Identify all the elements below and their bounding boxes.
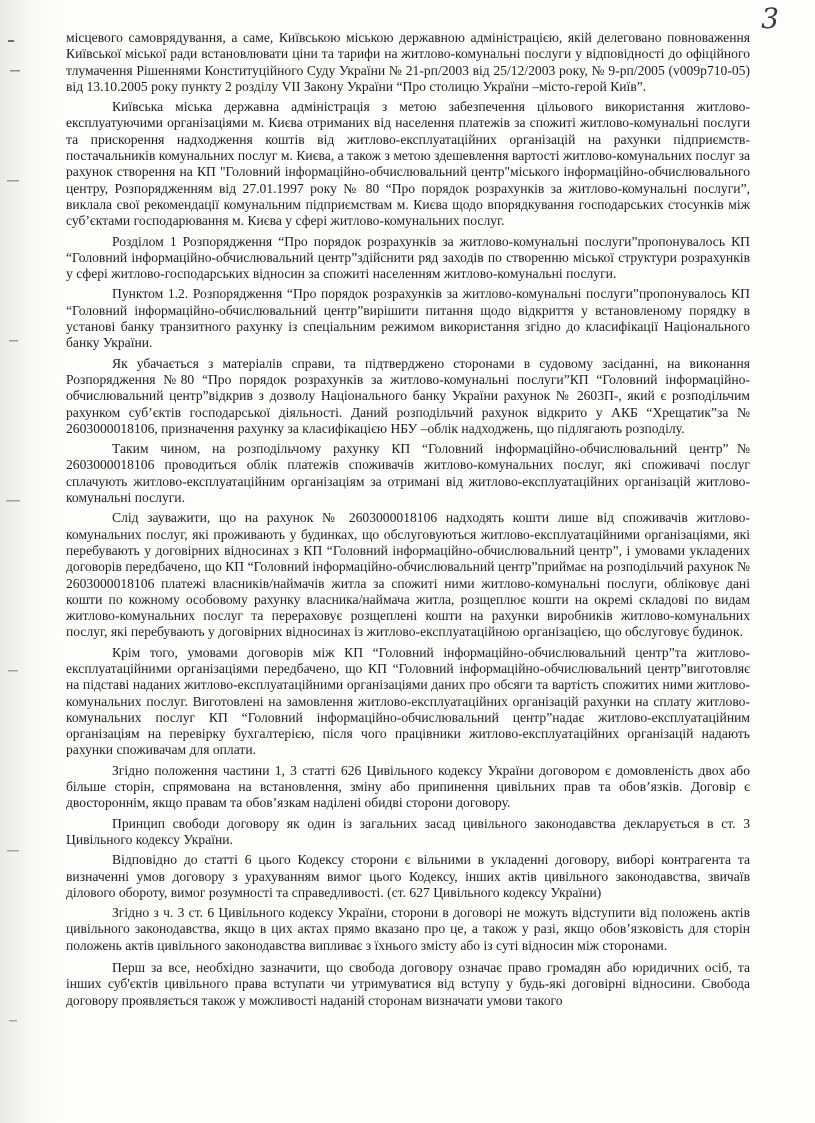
paragraph-2: Київська міська державна адміністрація з метою забезпечення цільового використання житлово-експлуатуючими організаціями м. Києва отриманих від населення платежів за спожиті житлово-комунальні послуги та прискорення надходження коштів від житлово-експлуатаційних організацій на рахунки підприємств-постачальників комунальних послуг м. Києва, а також з метою здешевлення вартості житлово-комунальних послуг за рахунок створення на КП "Головний інформаційно-обчислювальний центр"міського інформаційно-обчислювального центру, Розпорядженням від 27.01.1997 року № 80 “Про порядок розрахунків за житлово-комунальні послуги”, виклала свої рекомендації комунальним підприємствам м. Києва щодо впорядкування господарських стосунків між суб’єктами господарювання м. Києва у сфері житлово-комунальних послуг. xyxy=(66,99,750,229)
paragraph-3: Розділом 1 Розпорядження “Про порядок розрахунків за житлово-комунальні послуги”пропонувалось КП “Головний інформаційно-обчислювальний центр”здійснити ряд заходів по створенню міської структури розрахунків у сфері житлово-господарських відносин за спожиті населенням житлово-комунальні послуги. xyxy=(66,233,750,282)
paragraph-13: Перш за все, необхідно зазначити, що свобода договору означає право громадян або юридичних осіб, та інших суб'єктів цивільного права вступати чи утримуватися від вступу у будь-які договірні відносини. Свобода договору проявляється також у можливості наданій сторонам визначати умови такого xyxy=(66,960,750,1008)
paragraph-6: Таким чином, на розподільчому рахунку КП “Головний інформаційно-обчислювальний центр”№ 2603000018106 проводиться облік платежів споживачів житлово-комунальних послуг, які споживачі послуг сплачують житлово-експлуатаційним організаціям за отримані від житлово-експлуатаційних організацій житлово-комунальні послуги. xyxy=(66,441,750,506)
page-number: 3 xyxy=(761,2,779,35)
paragraph-11: Відповідно до статті 6 цього Кодексу сторони є вільними в укладенні договору, виборі контрагента та визначенні умов договору з урахуванням вимог цього Кодексу, інших актів цивільного законодавства, звичаїв ділового обороту, вимог розумності та справедливості. (ст. 627 Цивільного кодексу України) xyxy=(66,852,750,900)
paragraph-9: Згідно положення частини 1, 3 статті 626 Цивільного кодексу України договором є домовленість двох або більше сторін, спрямована на встановлення, зміну або припинення цивільних прав та обов’язків. Договір є двостороннім, якщо правам та обов’язкам наділені обидві сторони договору. xyxy=(66,762,750,811)
paragraph-12: Згідно з ч. 3 ст. 6 Цивільного кодексу України, сторони в договорі не можуть відступити від положень актів цивільного законодавства, якщо в цих актах прямо вказано про це, а також у разі, якщо обов’язковість для сторін положень актів цивільного законодавства випливає з їхнього змісту або із суті відносин між сторонами. xyxy=(66,905,750,953)
paragraph-5: Як убачається з матеріалів справи, та підтверджено сторонами в судовому засіданні, на виконання Розпорядження №80 “Про порядок розрахунків за житлово-комунальні послуги”КП “Головний інформаційно-обчислювальний центр”відкрив з дозволу Національного банку України рахунок № 2603П-, який є розподільчим рахунком суб’єктів господарської діяльності. Даний розподільчий рахунок відкрито у АКБ “Хрещатик”за № 2603000018106, призначення рахунку за класифікацією НБУ –облік надходжень, що підлягають розподілу. xyxy=(66,355,750,436)
margin-bleed-through xyxy=(4,30,38,1110)
paragraph-1: місцевого самоврядування, а саме, Київською міською державною адміністрацією, якій делеговано повноваження Київської міської ради встановлювати ціни та тарифи на житлово-комунальні послуги у відповідності до офіційного тлумачення Рішеннями Конституційного Суду України № 21-рп/2003 від 25/12/2003 року, № 9-рп/2005 (v009р710-05) від 13.10.2005 року пункту 2 розділу VII Закону України “Про столицю України –місто-герой Київ”. xyxy=(66,30,750,94)
document-body xyxy=(66,30,750,1013)
paragraph-7: Слід зауважити, що на рахунок № 2603000018106 надходять кошти лише від споживачів житлово-комунальних послуг, які проживають у будинках, що обслуговуються житлово-експлуатаційними організаціями, які перебувають у договірних відносинах з КП “Головний інформаційно-обчислювальний центр”, і умовами укладених договорів передбачено, що КП “Головний інформаційно-обчислювальний центр”приймає на розподільчий рахунок № 2603000018106 платежі власників/наймачів житла за спожиті ними житлово-комунальні послуги, обліковує дані кошти по кожному особовому рахунку власника/наймача житла, розщеплює кошти на окремі складові по видам житлово-комунальних послуг та перераховує розщеплені кошти на рахунки виробників житлово-комунальних послуг, які перебувають у договірних відносинах із житлово-експлуатаційною організацією, що обслуговує будинок. xyxy=(66,510,750,640)
paragraph-10: Принцип свободи договору як один із загальних засад цивільного законодавства декларується в ст. 3 Цивільного кодексу України. xyxy=(66,815,750,847)
paragraph-8: Крім того, умовами договорів між КП “Головний інформаційно-обчислювальний центр”та житлово-експлуатаційними організаціями передбачено, що КП “Головний інформаційно-обчислювальний центр”виготовляє на підставі наданих житлово-експлуатаційними організаціями даних про обсяги та вартість спожитих ними житлово-комунальних послуг. Виготовлені на замовлення житлово-експлуатаційних організацій рахунки на сплату житлово-комунальних послуг КП “Головний інформаційно-обчислювальний центр”надає житлово-експлуатаційним організаціям на перевірку бухгалтерією, після чого працівники житлово-експлуатаційних організацій надають рахунки споживачам для оплати. xyxy=(66,644,750,758)
paragraph-4: Пунктом 1.2. Розпорядження “Про порядок розрахунків за житлово-комунальні послуги”пропонувалось КП “Головний інформаційно-обчислювальний центр”вирішити питання щодо відкриття у встановленому порядку в установі банку транзитного рахунку із спеціальним режимом використання згідно до класифікації Національного банку України. xyxy=(66,286,750,351)
